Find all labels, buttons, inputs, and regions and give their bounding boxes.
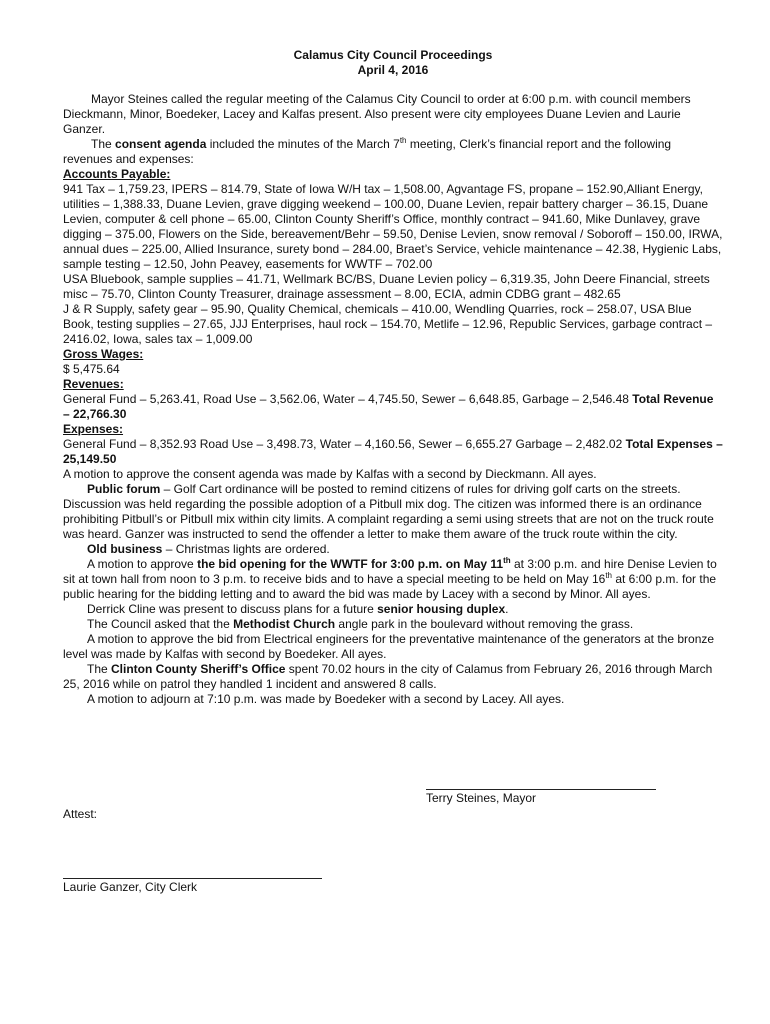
total-revenue: Total Revenue – 22,766.30 xyxy=(63,392,714,421)
document-title xyxy=(63,48,723,78)
accounts-payable-text: 941 Tax – 1,759.23, IPERS – 814.79, State of Iowa W/H tax – 1,508.00, Agvantage FS, propane – 152.90,Alliant Energy, utilities – 1,388.33, Duane Levien, grave digging weekend – 100.00, Duane Levien, repair battery charger – 36.15, Duane Levien, computer & cell phone – 65.00, Clinton County Sheriff’s Office, monthly contract – 941.60, Mike Dunlavey, grave digging – 375.00, Flowers on the Side, bereavement/Behr – 59.50, Denise Levien, snow removal / Soboroff – 150.00, IRWA, annual dues – 225.00, Allied Insurance, surety bond – 284.00, Braet’s Service, vehicle maintenance – 42.38, Hygienic Labs, sample testing – 12.50, John Peavey, easements for WWTF – 702.00 xyxy=(63,182,723,271)
public-forum-paragraph: Public forum – Golf Cart ordinance will be posted to remind citizens of rules for driving golf carts on the streets. Discussion was held regarding the possible adoption of a Pitbull mix dog. The citizen was informed there is an ordinance prohibiting Pitbull’s or Pitbull mix within city limits. A complaint regarding a semi using streets that are not on the truck route was heard. Ganzer was instructed to send the offender a letter to make them aware of the truck route within the city. xyxy=(63,482,714,541)
consent-paragraph: The consent agenda included the minutes of the March 7th meeting, Clerk’s financial report and the following revenues and expenses: xyxy=(63,136,672,166)
consent-agenda-label: consent agenda xyxy=(115,137,207,151)
consent-motion: A motion to approve the consent agenda was made by Kalfas with a second by Dieckmann. All ayes. xyxy=(63,467,597,481)
mayor-signature-label: Terry Steines, Mayor xyxy=(426,791,537,805)
expenses-text: General Fund – 8,352.93 Road Use – 3,498.73, Water – 4,160.56, Sewer – 6,655.27 Garbage – 2,482.02 Total Expenses – 25,149.50 xyxy=(63,437,723,466)
accounts-payable-text-2: USA Bluebook, sample supplies – 41.71, Wellmark BC/BS, Duane Levien policy – 6,319.35, John Deere Financial, streets misc – 75.70, Clinton County Treasurer, drainage assessment – 8.00, ECIA, admin CDBG grant – 482.65 xyxy=(63,272,710,301)
clerk-signature-label: Laurie Ganzer, City Clerk xyxy=(63,880,198,894)
document-body xyxy=(63,48,723,707)
total-expenses: Total Expenses – 25,149.50 xyxy=(63,437,723,466)
expenses-heading: Expenses: xyxy=(63,422,124,436)
opening-paragraph: Mayor Steines called the regular meeting of the Calamus City Council to order at 6:00 p.m. with council members Dieckmann, Minor, Boedeker, Lacey and Kalfas present. Also present were city employees Duane Levien and Laurie Ganzer. xyxy=(63,92,691,136)
title-date: April 4, 2016 xyxy=(357,63,429,77)
attest-label: Attest: xyxy=(63,807,98,821)
sheriff-paragraph: The Clinton County Sheriff’s Office spent 70.02 hours in the city of Calamus from February 26, 2016 through March 25, 2016 while on patrol they handled 1 incident and answered 8 calls. xyxy=(63,662,713,691)
bid-motion-paragraph: A motion to approve the bid opening for the WWTF for 3:00 p.m. on May 11th at 3:00 p.m. and hire Denise Levien to sit at town hall from noon to 3 p.m. to receive bids and to have a special meeting to be held on May 16th at 6:00 p.m. for the public hearing for the bidding letting and to award the bid was made by Lacey with a second by Minor. All ayes. xyxy=(63,556,717,601)
methodist-paragraph: The Council asked that the Methodist Church angle park in the boulevard without removing the grass. xyxy=(87,617,634,631)
adjourn-paragraph: A motion to adjourn at 7:10 p.m. was made by Boedeker with a second by Lacey. All ayes. xyxy=(87,692,565,706)
clerk-signature-line xyxy=(63,878,322,879)
old-business-paragraph: Old business – Christmas lights are ordered. xyxy=(87,542,330,556)
old-business-label: Old business xyxy=(87,542,163,556)
mayor-signature-line xyxy=(426,789,656,790)
electrical-motion-paragraph: A motion to approve the bid from Electrical engineers for the preventative maintenance of the generators at the bronze level was made by Kalfas with second by Boedeker. All ayes. xyxy=(63,632,715,661)
gross-wages-heading: Gross Wages: xyxy=(63,347,144,361)
title-line: Calamus City Council Proceedings xyxy=(293,48,493,62)
public-forum-label: Public forum xyxy=(87,482,161,496)
revenues-text: General Fund – 5,263.41, Road Use – 3,562.06, Water – 4,745.50, Sewer – 6,648.85, Garbage – 2,546.48 Total Revenue – 22,766.30 xyxy=(63,392,714,421)
revenues-heading: Revenues: xyxy=(63,377,124,391)
accounts-payable-text-3: J & R Supply, safety gear – 95.90, Quality Chemical, chemicals – 410.00, Wendling Quarries, rock – 258.07, USA Blue Book, testing supplies – 27.65, JJJ Enterprises, haul rock – 154.70, Metlife – 12.96, Republic Services, garbage contract – 2416.02, Iowa, sales tax – 1,009.00 xyxy=(63,302,713,346)
cline-paragraph: Derrick Cline was present to discuss plans for a future senior housing duplex. xyxy=(87,602,509,616)
accounts-payable-heading: Accounts Payable: xyxy=(63,167,171,181)
gross-wages-value: $ 5,475.64 xyxy=(63,362,120,376)
